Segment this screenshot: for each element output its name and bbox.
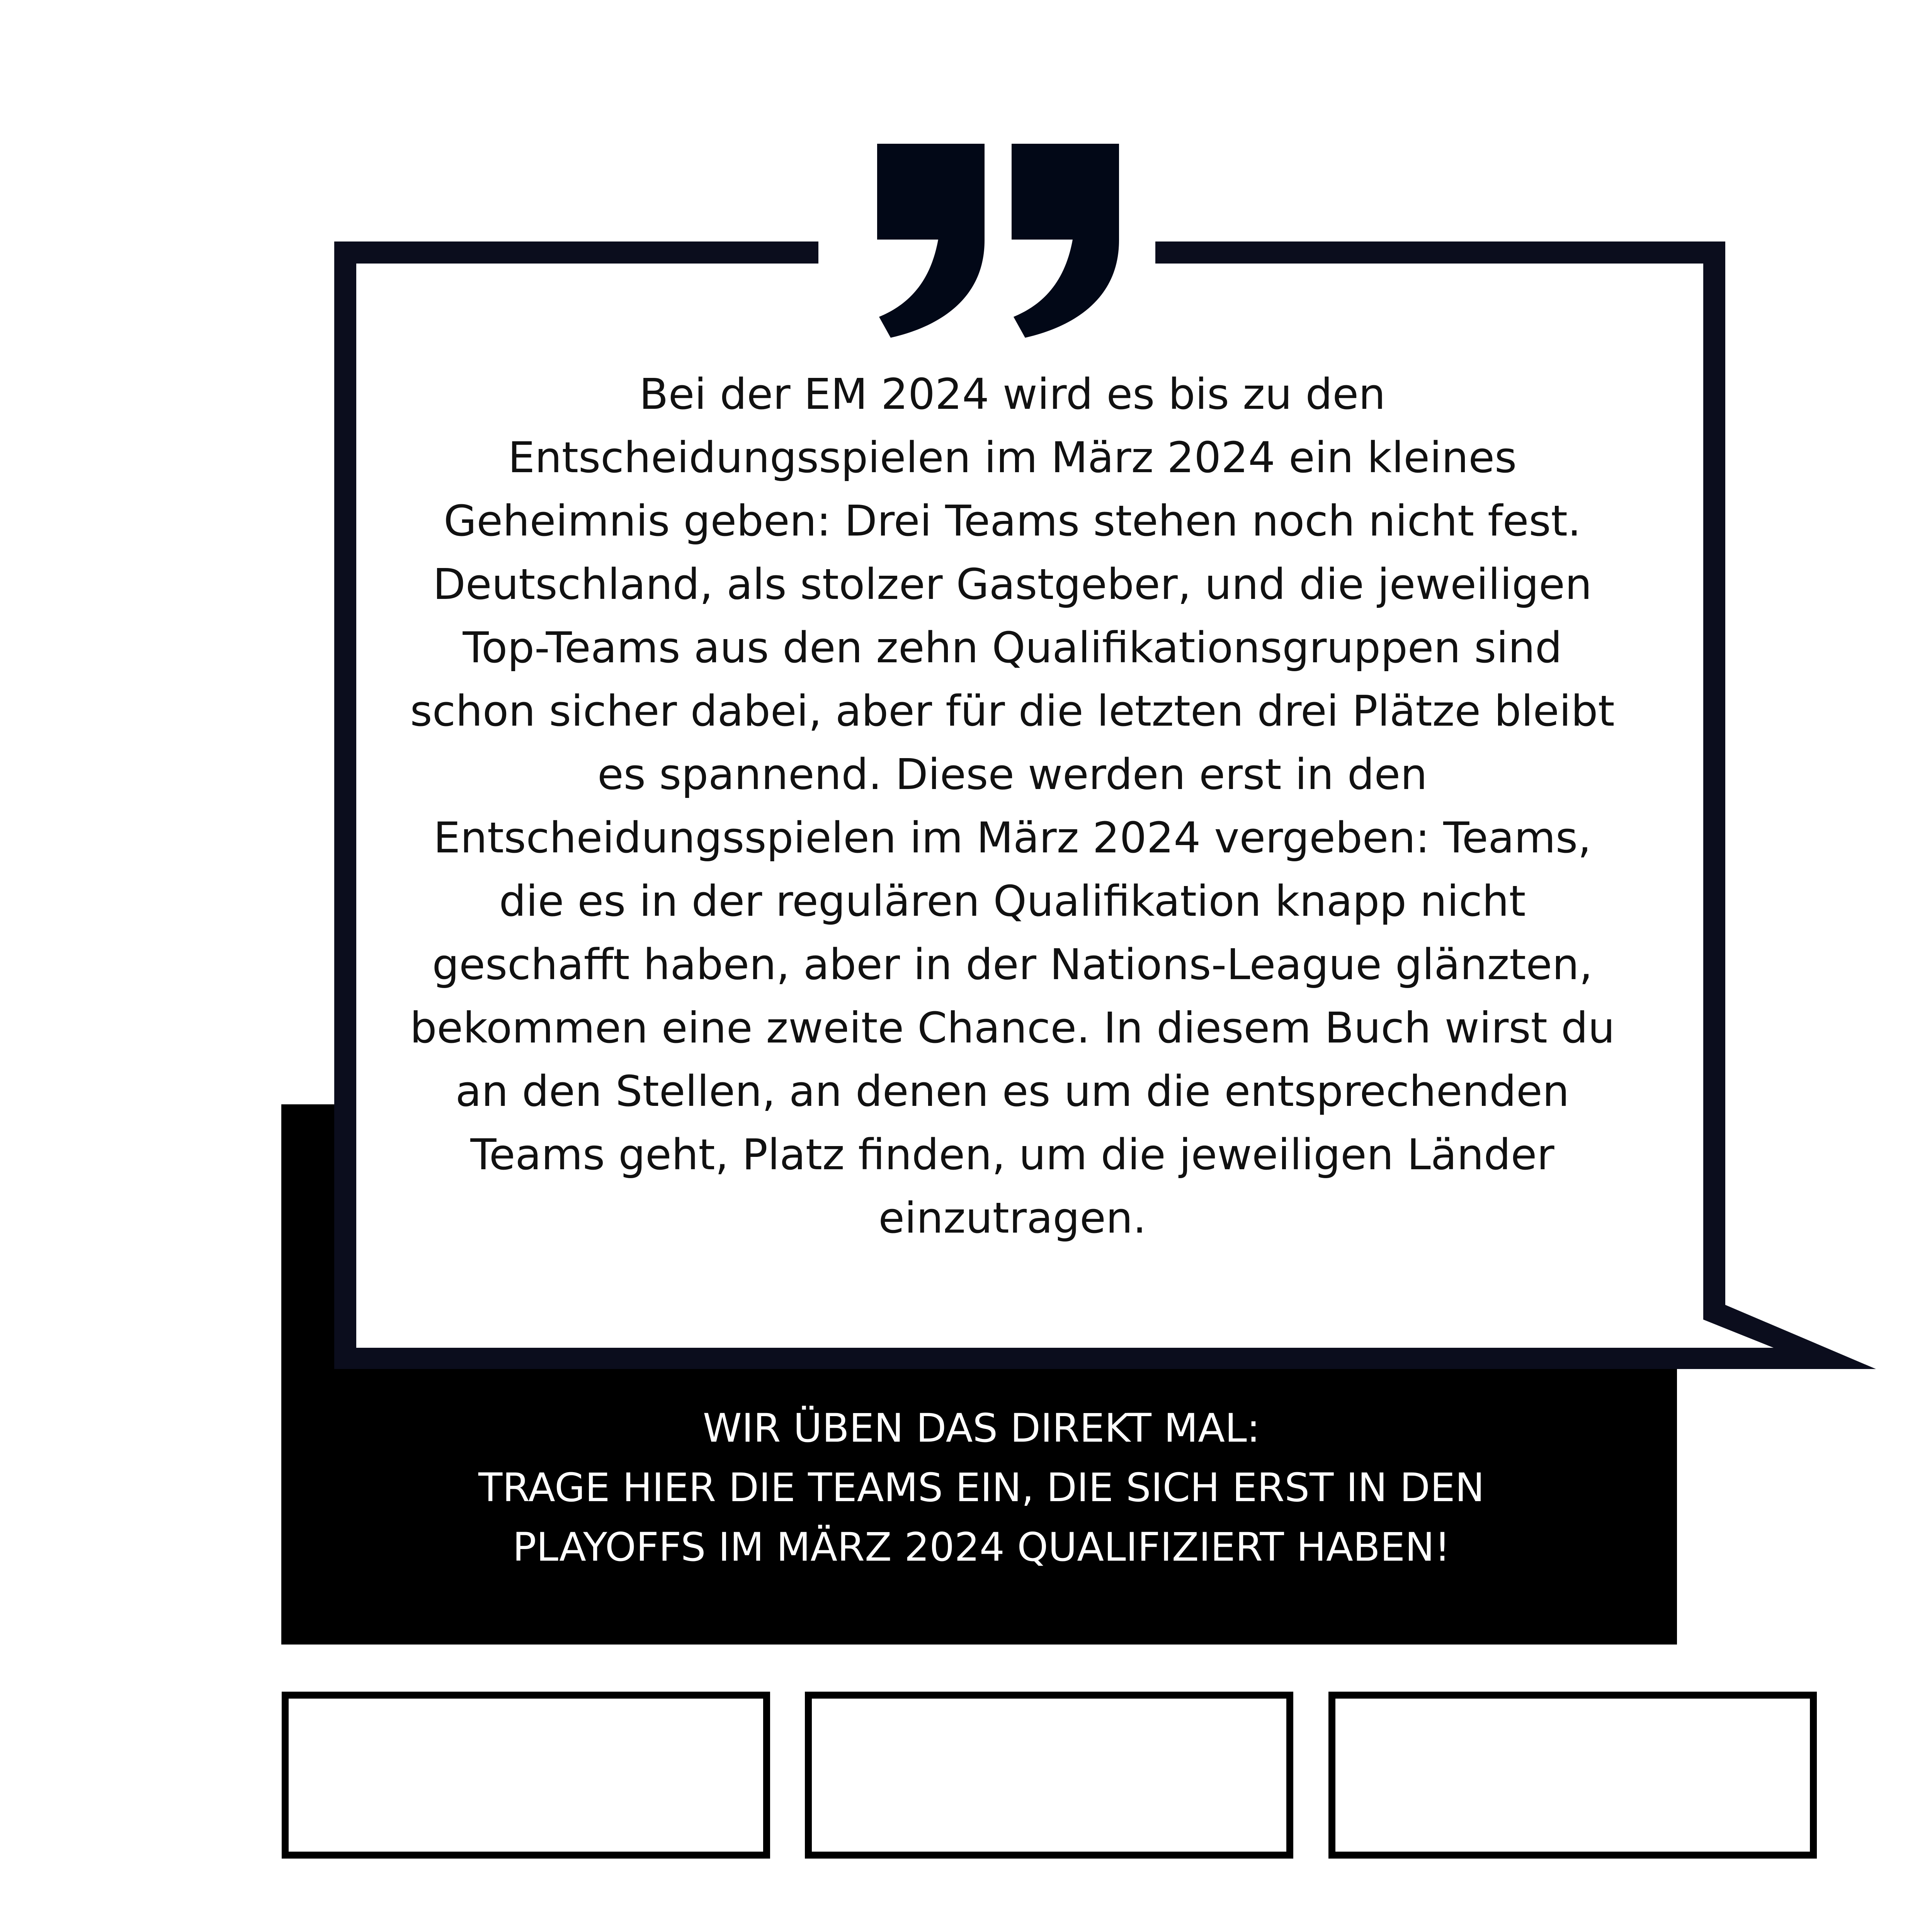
task-line-2: TRAGE HIER DIE TEAMS EIN, DIE SICH ERST IN DEN — [478, 1465, 1485, 1511]
quote-text: Bei der EM 2024 wird es bis zu den Entscheidungsspielen im März 2024 ein kleines Geheimnis geben: Drei Teams stehen noch nicht fest. Deutschland, als stolzer Gastgeber, und die jeweiligen Top-Teams aus den zehn Qualifikationsgruppen sind schon sicher dabei, aber für die letzten drei Plätze bleibt es spannend. Diese werden erst in den Entscheidungsspielen im März 2024 vergeben: Teams, die es in der regulären Qualifikation knapp nicht geschafft haben, aber in der Nations-League glänzten, bekommen eine zweite Chance. In diesem Buch wirst du an den Stellen, an denen es um die entsprechenden Teams geht, Platz finden, um die jeweiligen Länder einzutragen. — [410, 369, 1615, 1243]
team-entry-box-1[interactable] — [282, 1692, 770, 1859]
team-entry-box-3[interactable] — [1328, 1692, 1817, 1859]
task-instruction — [282, 1399, 1681, 1577]
task-line-3: PLAYOFFS IM MÄRZ 2024 QUALIFIZIERT HABEN! — [512, 1524, 1451, 1570]
task-heading: WIR ÜBEN DAS DIREKT MAL: — [702, 1405, 1260, 1451]
team-entry-box-2[interactable] — [805, 1692, 1293, 1859]
